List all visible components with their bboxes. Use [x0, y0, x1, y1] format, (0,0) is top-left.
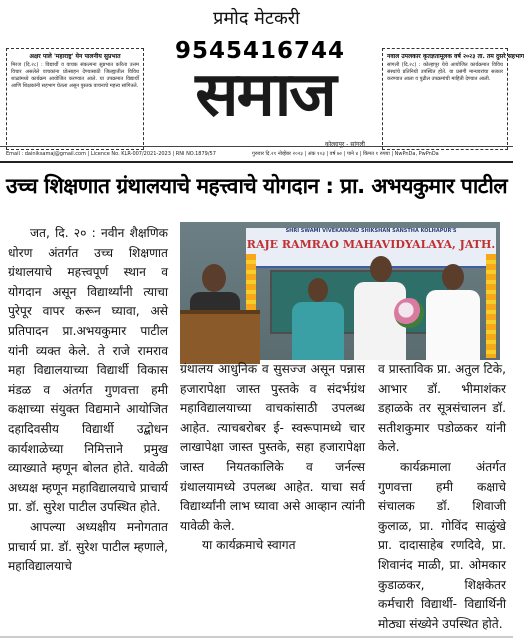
- issue-date-info: गुरुवार दि.२१ नोव्हेंबर २०२३ | अंक १०३ | वर्ष ७० | पाने ४ | किंमत १ रुपया | NwPnDa, PwPnDa: [252, 151, 439, 157]
- article-para-6: कार्यक्रमाला अंतर्गत गुणवत्ता हमी कक्षाचे संचालक डॉ. शिवाजी कुलाळ, प्रा. गोविंद साळुंखे प्रा. दादासाहेब रणदिवे, प्रा. शिवानंद माळी, प्रा. ओमकार कुडाळकर, शिक्षकेतर कर्मचारी विद्यार्थी- विद्यार्थिनी मोठ्या संख्येने उपस्थित होते.: [378, 459, 506, 631]
- info-strip: [0, 146, 513, 163]
- article-column-1: [8, 224, 168, 577]
- banner-subtitle: SHRI SWAMI VIVEKANAND SHIKSHAN SANSTHA KOLHAPUR'S: [285, 228, 457, 234]
- article-para-5: व प्रास्ताविक प्रा. अतुल टिके, आभार डॉ. भीमाशंकर डहाळके तर सूत्रसंचालन डॉ. सतीशकुमार पडोळकर यांनी केले.: [378, 362, 506, 455]
- article-column-2: [180, 360, 365, 556]
- right-news-box: [382, 48, 524, 150]
- article-para-2: आपल्या अध्यक्षीय मनोगतात प्राचार्य प्रा. डॉ. सुरेश पाटील म्हणाले, महाविद्यालयाचे: [8, 519, 168, 574]
- article-headline: उच्च शिक्षणात ग्रंथालयाचे महत्त्वाचे योगदान : प्रा. अभयकुमार पाटील: [6, 174, 508, 198]
- podium: [180, 310, 260, 364]
- right-box-heading: नवाल उपलकार कृतज्ञतामूलक वर्ष २०२३ ता. तम दुसरे सहभाग: [387, 53, 524, 60]
- reporter-phone: 9545416744: [175, 38, 346, 64]
- right-box-body: सांगली (दि.२८) : कोल्हापूर येथे आयोजित कार्यक्रमात विविध संस्थांचे प्रतिनिधी उपस्थित होते. या प्रसंगी मान्यवरांचा सत्कार करण्यात आला व पुढील उपक्रमांची माहिती देण्यात आली.: [387, 62, 503, 82]
- event-photo: [180, 222, 500, 360]
- bouquet: [394, 298, 424, 328]
- article-para-4: या कार्यक्रमाचे स्वागत: [202, 538, 296, 553]
- newspaper-logo: समाज: [195, 58, 335, 131]
- left-news-box: [6, 48, 144, 150]
- flower-garland-right: [486, 254, 496, 358]
- article-para-3: ग्रंथालय आधुनिक व सुसज्ज असून पन्नास हजारापेक्षा जास्त पुस्तके व संदर्भग्रंथ महाविद्यालयाच्या वाचकांसाठी उपलब्ध आहेत. त्याचबरोबर ई- स्वरूपामध्ये चार लाखापेक्षा जास्त पुस्तके, सहा हजारापेक्षा जास्त नियतकालिके व जर्नल्स ग्रंथालयामध्ये उपलब्ध आहेत. याचा सर्व विद्यार्थ्यांनी लाभ घ्यावा असे आव्हान त्यांनी यावेळी केले.: [180, 362, 365, 533]
- edition-place: कोल्हापूर - सांगली: [325, 141, 365, 148]
- reporter-name: प्रमोद मेटकरी: [213, 8, 300, 29]
- contact-info: Email : dainiksamaj@gmail.com | Licence No. KLR-007/2021-2023 | RNI NO.1879/57: [6, 151, 216, 157]
- article-column-3: [378, 360, 506, 634]
- left-box-body: मिरज (दि.२८) : विद्यार्थी व वाचक संकल्पना सुप्रभात करिता उत्तम विचार असलेले वाचकांना प्रोत्साहन देण्यासाठी जिल्ह्यातील विविध शाळांमध्ये कार्यक्रम आयोजित करण्यात आले. या उपक्रमात विद्यार्थी आणि शिक्षकांनी सहभाग घेतला असून पुस्तक वाचनाचे महत्त्व सांगितले.: [11, 62, 139, 89]
- article-para-1: जत, दि. २० : नवीन शैक्षणिक धोरण अंतर्गत उच्च शिक्षणात ग्रंथालयाचे महत्त्वपूर्ण स्थान व योगदान असून विद्यार्थ्यांनी त्याचा पुरेपूर वापर करून घ्यावा, असे प्रतिपादन प्रा.अभयकुमार पाटील यांनी व्यक्त केले. ते राजे रामराव महा विद्यालयाच्या विद्यार्थी विकास मंडळ व अंतर्गत गुणवत्ता हमी कक्षाच्या संयुक्त विद्यमाने आयोजित दहादिवसीय विद्यार्थी उद्बोधन कार्यशाळेच्या निमित्ताने प्रमुख व्याख्याते म्हणून बोलत होते. यावेळी अध्यक्ष म्हणून महाविद्यालयाचे प्राचार्य प्रा. डॉ. सुरेश पाटील उपस्थित होते.: [8, 226, 168, 515]
- left-box-heading: अक्षर पाले 'महाराष्ट्र' येन पालनीय सुप्रभात: [29, 53, 121, 60]
- bottom-rule: [0, 636, 513, 638]
- banner-title: RAJE RAMRAO MAHAVIDYALAYA, JATH.: [246, 238, 496, 251]
